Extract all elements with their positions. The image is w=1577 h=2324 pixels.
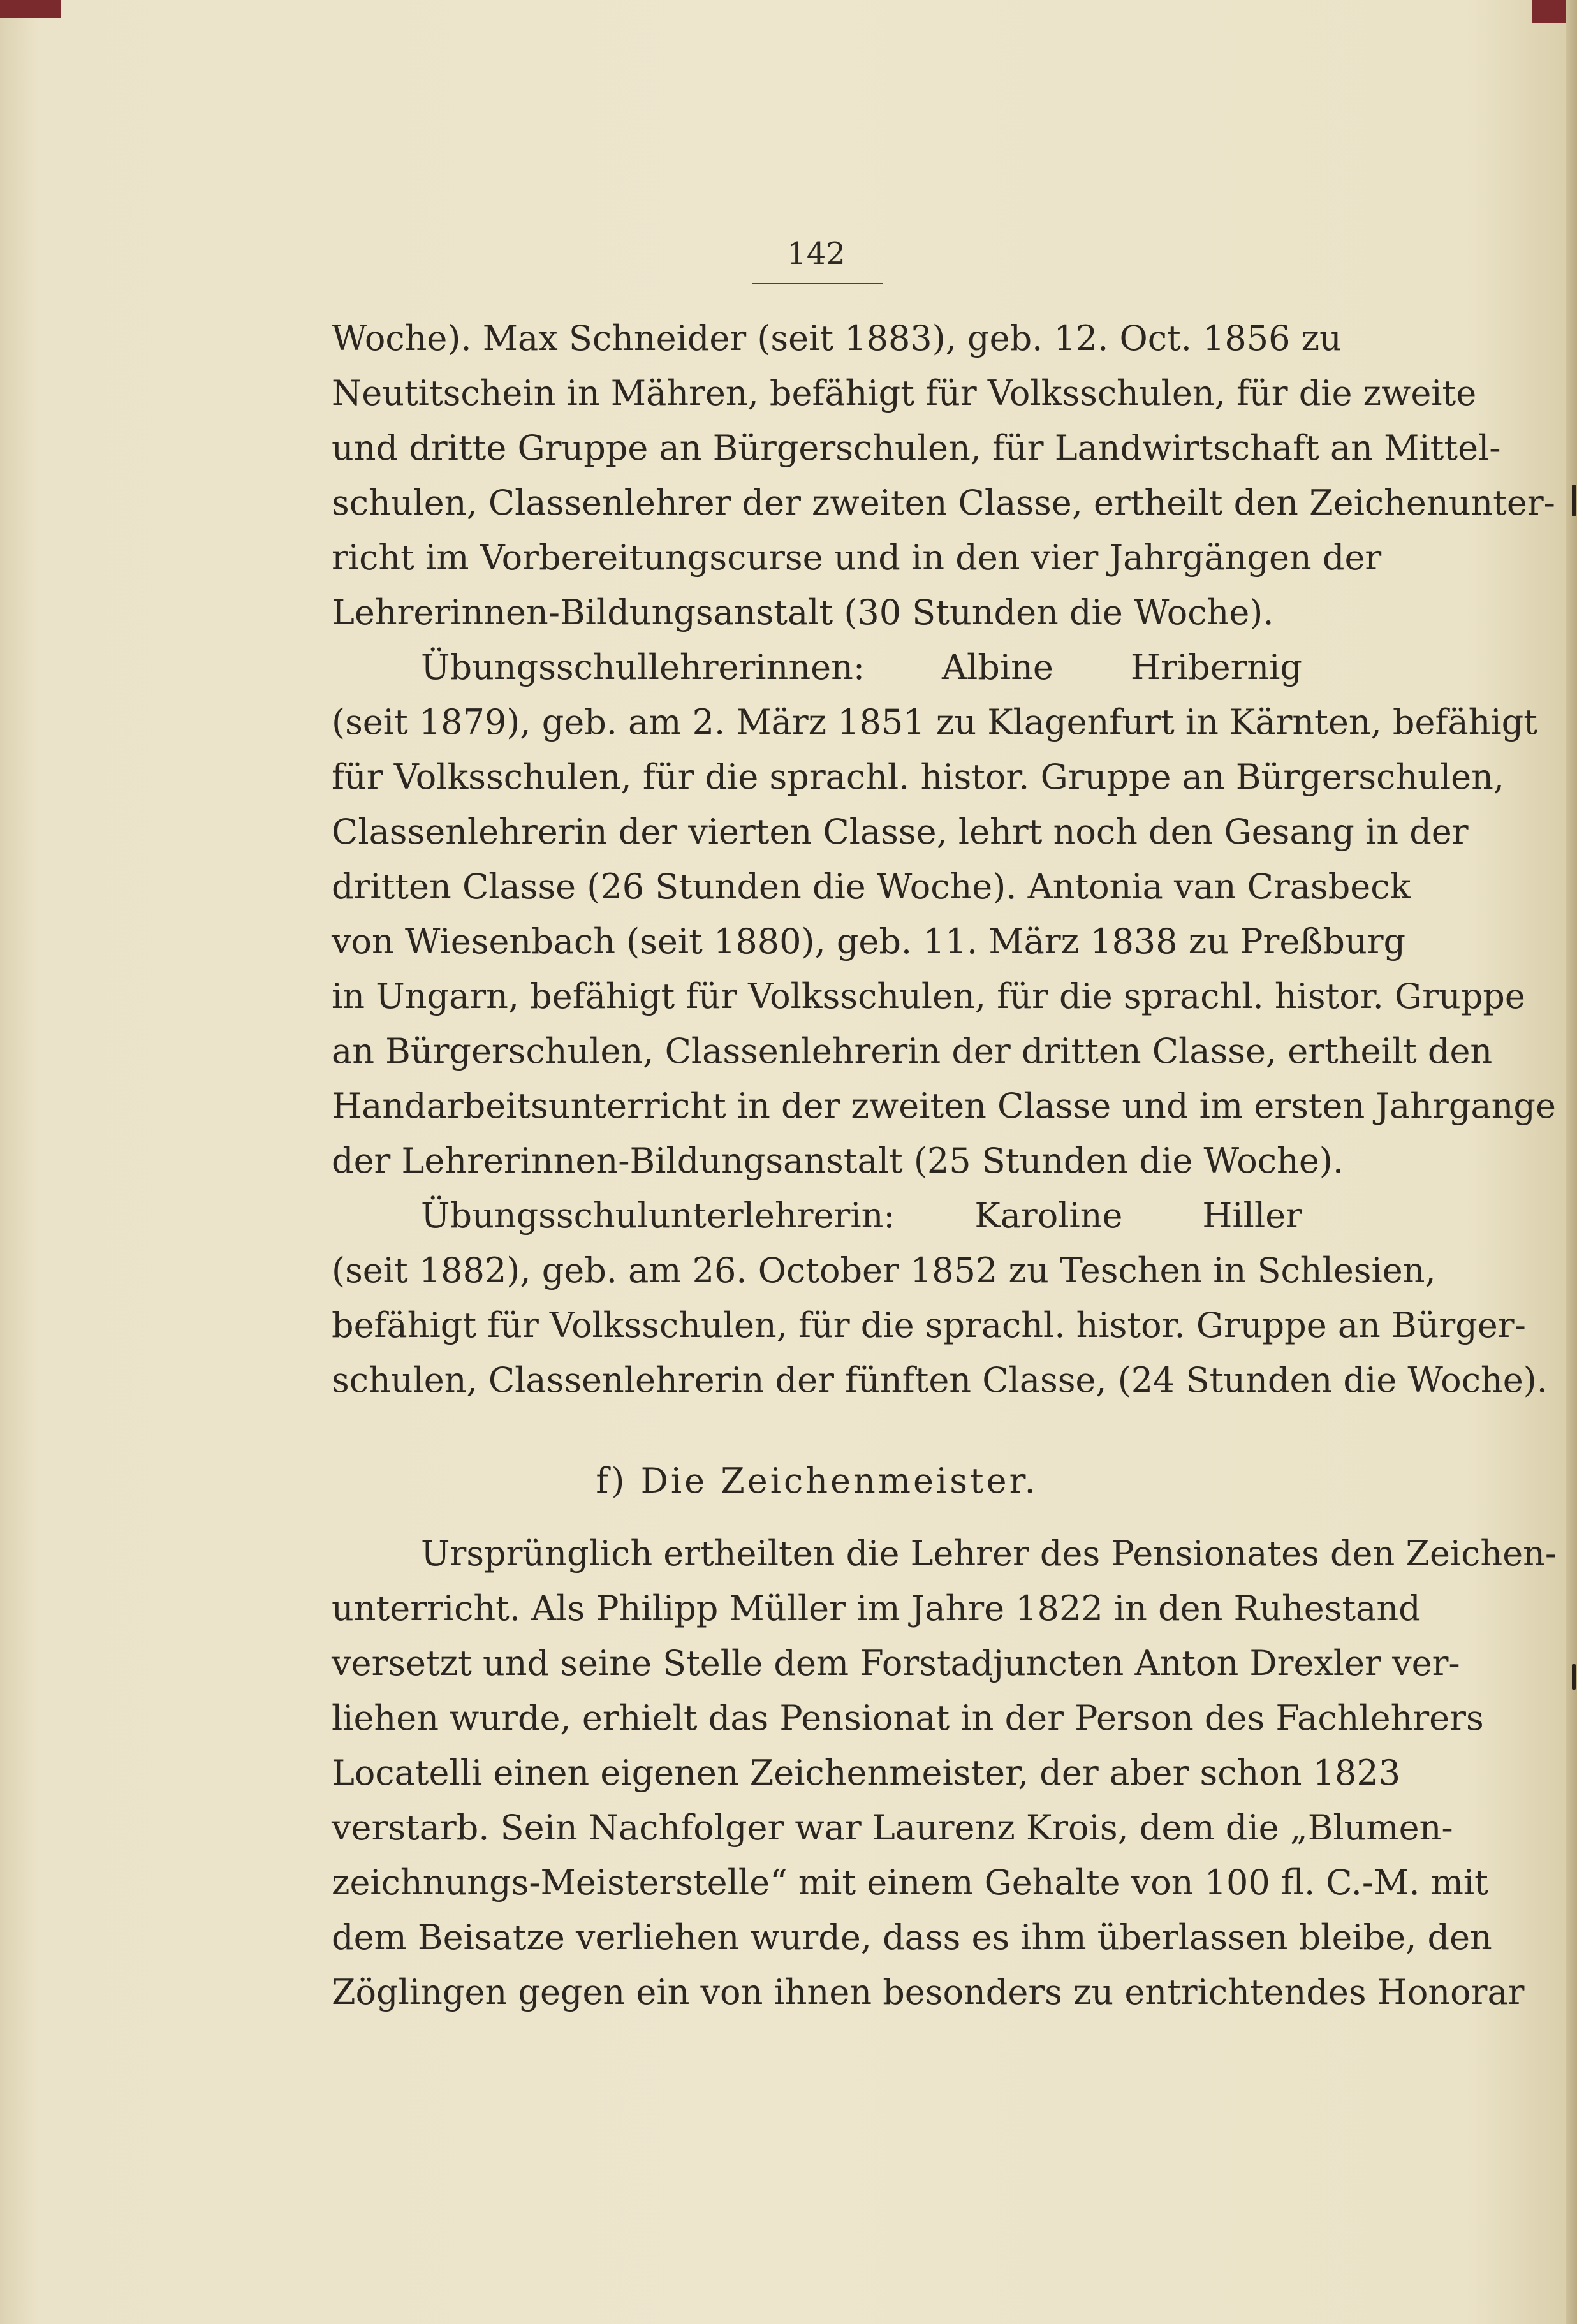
text-line: dritten Classe (26 Stunden die Woche). Antonia van Crasbeck [332, 866, 1411, 907]
text-line: befähigt für Volksschulen, für die sprachl. histor. Gruppe an Bürger- [332, 1305, 1526, 1345]
text-line: Handarbeitsunterricht in der zweiten Classe und im ersten Jahrgange [332, 1086, 1556, 1126]
text-line: dem Beisatze verliehen wurde, dass es ihm überlassen bleibe, den [332, 1917, 1492, 1957]
text-line: Classenlehrerin der vierten Classe, lehrt noch den Gesang in der [332, 812, 1469, 852]
text-line: Ursprünglich ertheilten die Lehrer des Pensionates den Zeichen- [421, 1533, 1557, 1574]
text-line: schulen, Classenlehrer der zweiten Classe, ertheilt den Zeichenunter- [332, 483, 1555, 523]
page-number-rule [752, 283, 883, 284]
edge-mark [1572, 1664, 1576, 1690]
text-line: (seit 1879), geb. am 2. März 1851 zu Klagenfurt in Kärnten, befähigt [332, 702, 1537, 742]
text-line: Zöglingen gegen ein von ihnen besonders zu entrichtendes Honorar [332, 1972, 1525, 2012]
text-line: von Wiesenbach (seit 1880), geb. 11. März 1838 zu Preßburg [332, 921, 1406, 961]
page-right-edge [1566, 0, 1577, 2324]
text-line: zeichnungs-Meisterstelle“ mit einem Gehalte von 100 fl. C.-M. mit [332, 1862, 1488, 1903]
text-line: Übungsschullehrerinnen: Albine Hribernig [421, 647, 1302, 687]
body-text [332, 311, 1557, 2020]
text-line: in Ungarn, befähigt für Volksschulen, für die sprachl. histor. Gruppe [332, 976, 1525, 1016]
section-heading: f) Die Zeichenmeister. [596, 1461, 1038, 1501]
text-line: richt im Vorbereitungscurse und in den vier Jahrgängen der [332, 537, 1382, 578]
page-number: 142 [787, 236, 846, 272]
text-line: für Volksschulen, für die sprachl. histor. Gruppe an Bürgerschulen, [332, 757, 1505, 797]
text-line: schulen, Classenlehrerin der fünften Classe, (24 Stunden die Woche). [332, 1360, 1548, 1400]
text-line: liehen wurde, erhielt das Pensionat in der Person des Fachlehrers [332, 1698, 1484, 1738]
text-line: unterricht. Als Philipp Müller im Jahre 1822 in den Ruhestand [332, 1588, 1421, 1628]
text-line: verstarb. Sein Nachfolger war Laurenz Krois, dem die „Blumen- [332, 1808, 1453, 1848]
text-line: an Bürgerschulen, Classenlehrerin der dritten Classe, ertheilt den [332, 1031, 1493, 1071]
text-line: versetzt und seine Stelle dem Forstadjuncten Anton Drexler ver- [332, 1643, 1460, 1683]
binding-edge-left [0, 0, 61, 18]
text-line: (seit 1882), geb. am 26. October 1852 zu Teschen in Schlesien, [332, 1250, 1436, 1290]
text-line: Neutitschein in Mähren, befähigt für Volksschulen, für die zweite [332, 373, 1477, 413]
text-line: Woche). Max Schneider (seit 1883), geb. 12. Oct. 1856 zu [332, 318, 1342, 358]
edge-mark [1572, 485, 1576, 516]
text-line: Locatelli einen eigenen Zeichenmeister, der aber schon 1823 [332, 1753, 1401, 1793]
text-line: und dritte Gruppe an Bürgerschulen, für Landwirtschaft an Mittel- [332, 428, 1501, 468]
text-line: Übungsschulunterlehrerin: Karoline Hiller [421, 1195, 1302, 1236]
text-line: der Lehrerinnen-Bildungsanstalt (25 Stunden die Woche). [332, 1141, 1344, 1181]
text-line: Lehrerinnen-Bildungsanstalt (30 Stunden die Woche). [332, 592, 1274, 632]
